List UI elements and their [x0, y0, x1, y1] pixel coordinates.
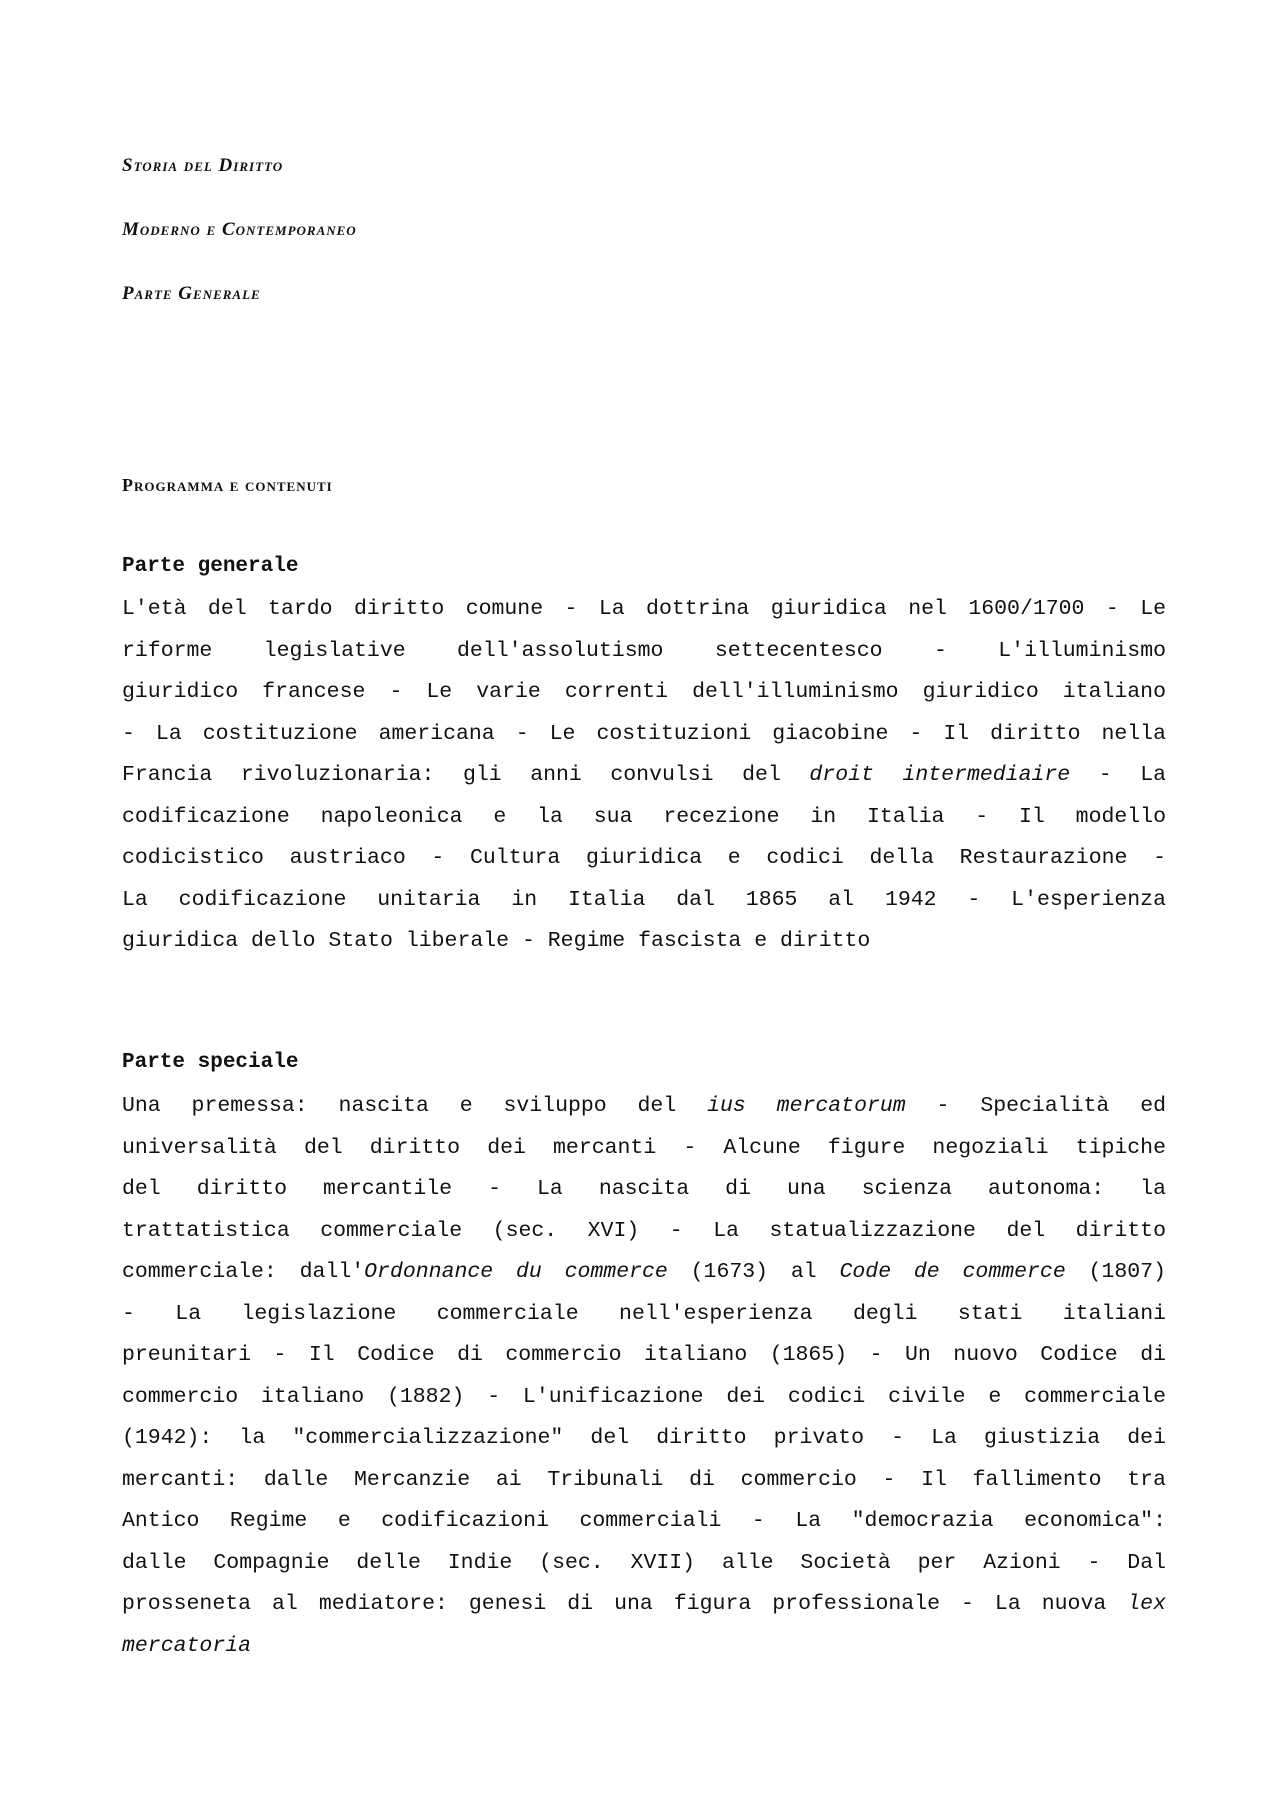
text-line: preunitari - Il Codice di commercio italiano (1865) - Un nuovo Codice di [122, 1343, 1166, 1367]
text-line: dalle Compagnie delle Indie (sec. XVII) alle Società per Azioni - Dal [122, 1550, 1166, 1575]
italic-term: Code de commerce [839, 1260, 1066, 1284]
text-line: prosseneta al mediatore: genesi di una figura professionale - La nuova lex [122, 1592, 1166, 1616]
text-line: La codificazione unitaria in Italia dal 1865 al 1942 - L'esperienza [122, 887, 1166, 912]
text-line: Francia rivoluzionaria: gli anni convulsi del droit intermediaire - La [122, 763, 1167, 787]
text-line: commerciale: dall'Ordonnance du commerce (1673) al Code de commerce (1807) [122, 1260, 1166, 1284]
section-body-parte-speciale [122, 1086, 1166, 1667]
italic-term: mercatoria [122, 1633, 252, 1658]
text-line: mercanti: dalle Mercanzie ai Tribunali di commercio - Il fallimento tra [122, 1467, 1166, 1492]
text-line: Una premessa: nascita e sviluppo del ius mercatorum - Specialità ed [122, 1094, 1166, 1118]
section-title-parte-speciale: Parte speciale [122, 1051, 299, 1074]
course-title-line-3: Parte Generale [122, 283, 261, 304]
course-title-line-2: Moderno e Contemporaneo [122, 219, 357, 240]
section-body-parte-generale [122, 589, 1166, 963]
programma-heading: Programma e contenuti [122, 475, 333, 495]
text-line: L'età del tardo diritto comune - La dottrina giuridica nel 1600/1700 - Le [122, 597, 1166, 621]
italic-term: Ordonnance du commerce [364, 1260, 668, 1284]
text-line: commercio italiano (1882) - L'unificazione dei codici civile e commerciale [122, 1384, 1166, 1409]
text-line: - La legislazione commerciale nell'esperienza degli stati italiani [122, 1301, 1166, 1326]
text-line: Antico Regime e codificazioni commerciali - La "democrazia economica": [122, 1509, 1166, 1533]
italic-term: droit intermediaire [809, 763, 1071, 787]
text-line: trattatistica commerciale (sec. XVI) - La statualizzazione del diritto [122, 1218, 1166, 1243]
text-line: riforme legislative dell'assolutismo settecentesco - L'illuminismo [122, 638, 1166, 663]
text-line: codificazione napoleonica e la sua recezione in Italia - Il modello [122, 804, 1166, 829]
text-line: giuridica dello Stato liberale - Regime fascista e diritto [122, 929, 871, 953]
text-line: giuridico francese - Le varie correnti dell'illuminismo giuridico italiano [122, 680, 1166, 704]
italic-term: lex [1127, 1592, 1166, 1616]
text-line: del diritto mercantile - La nascita di una scienza autonoma: la [122, 1177, 1166, 1201]
italic-term: ius mercatorum [707, 1094, 906, 1118]
course-title-line-1: Storia del Diritto [122, 155, 284, 176]
text-line: - La costituzione americana - Le costituzioni giacobine - Il diritto nella [122, 721, 1166, 746]
section-title-parte-generale: Parte generale [122, 555, 299, 578]
text-line: codicistico austriaco - Cultura giuridica e codici della Restaurazione - [122, 846, 1166, 870]
text-line: universalità del diritto dei mercanti - Alcune figure negoziali tipiche [122, 1135, 1166, 1160]
text-line [122, 1626, 1166, 1668]
text-line: (1942): la "commercializzazione" del diritto privato - La giustizia dei [122, 1426, 1166, 1450]
